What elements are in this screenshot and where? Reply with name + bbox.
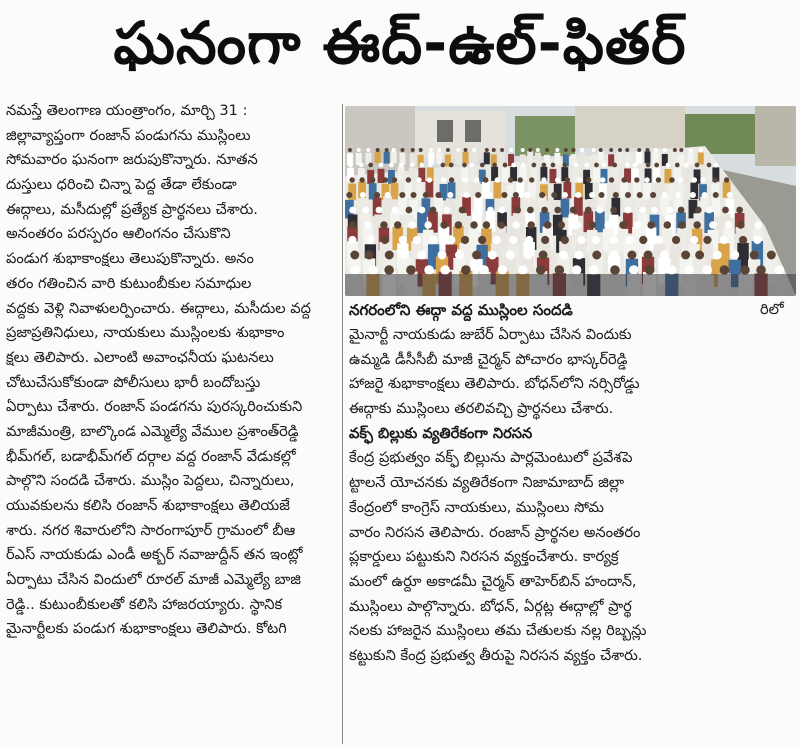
text-line: ముస్లింలు పాల్గొన్నారు. బోధన్, ఏర్గట్ల ఈద్గాల్లో ప్రార్థ [349, 597, 632, 615]
text-line: జిల్లావ్యాప్తంగా రంజాన్ పండుగను ముస్లింలు [6, 126, 251, 144]
text-line: ఏర్పాటు చేసిన విందులో రూరల్ మాజీ ఎమ్మెల్యే బాజి [6, 571, 301, 589]
subheading-waqf-protest: వక్ఫ్ బిల్లుకు వ్యతిరేకంగా నిరసన [349, 424, 533, 442]
news-photo-eidgah-crowd [345, 106, 796, 296]
headline: ఘనంగా ఈద్-ఉల్-ఫితర్ [113, 8, 687, 77]
text-line: వారం నిరసన తెలిపారు. రంజాన్ ప్రార్థనల అనంతరం [349, 523, 641, 541]
text-line: చోటుచేసుకోకుండా పోలీసులు భారీ బందోబస్తు [6, 373, 261, 391]
text-line: హాజరై శుభాకాంక్షలు తెలిపారు. బోధన్‌లోని నర్సిరోడ్డు [349, 375, 640, 393]
photo-caption: నగరంలోని ఈద్గా వద్ద ముస్లింల సందడి [349, 301, 573, 319]
text-line: వద్దకు వెళ్లి నివాళులర్పించారు. ఈద్గాలు, మసీదుల వద్ద [6, 299, 311, 317]
text-line: ఏర్పాటు చేశారు. రంజాన్ పండగను పురస్కరించుకుని [6, 398, 303, 416]
text-line: ట్టాలనే యోచనకు వ్యతిరేకంగా నిజామాబాద్ జిల్లా [349, 474, 625, 492]
text-line: మంలో ఉర్దూ అకాడమీ చైర్మన్ తాహెర్‌బిన్ హందాన్, [349, 572, 637, 590]
text-line: నమస్తే తెలంగాణ యంత్రాంగం, మార్చి 31 : [6, 102, 248, 119]
text-line: సోమవారం ఘనంగా జరుపుకొన్నారు. నూతన [6, 151, 258, 169]
column-divider [342, 104, 343, 744]
text-line: మైనార్టీ నాయకుడు జుబేర్ ఏర్పాటు చేసిన విందుకు [349, 326, 632, 343]
article-left-column [6, 99, 340, 642]
text-line: ప్రజాప్రతినిధులు, నాయకులు ముస్లింలకు శుభాకాం [6, 324, 285, 342]
text-line: ఉమ్మడి డీసీసీబీ మాజీ చైర్మన్ పోచారం భాస్కర్‌రెడ్డి [349, 350, 628, 368]
text-line: పండుగ శుభాకాంక్షలు తెలుపుకొన్నారు. అనం [6, 250, 254, 268]
text-line: ర్ఎస్ నాయకుడు ఎండీ అక్బర్ నవాజుద్దీన్ తన ఇంట్లో [6, 546, 303, 564]
text-line: యువకులను కలిసి రంజాన్ శుభాకాంక్షలు తెలియజే [6, 497, 290, 514]
text-line: ఈద్గాకు ముస్లింలు తరలివచ్చి ప్రార్థనలు చేశారు. [349, 400, 614, 418]
text-line: కేంద్ర ప్రభుత్వం వక్ఫ్ బిల్లును పార్లమెంటులో ప్రవేశపె [349, 449, 633, 467]
text-line: భీమ్‌గల్, బడాభీమ్‌గల్ దర్గాల వద్ద రంజాన్ వేడుకల్లో [6, 447, 296, 465]
text-line: దుస్తులు ధరించి చిన్నా పెద్ద తేడా లేకుండా [6, 176, 237, 194]
text-line: అనంతరం పరస్పరం ఆలింగనం చేసుకొని [6, 225, 231, 243]
crowd-photo-illustration [345, 106, 796, 296]
text-line: మాజీమంత్రి, బాల్కొండ ఎమ్మెల్యే వేముల ప్రశాంత్‌రెడ్డి [6, 422, 299, 440]
column-continuation-text: రిలో [760, 301, 784, 318]
text-line: నలకు హాజరైన ముస్లింలు తమ చేతులకు నల్ల రిబ్బన్లు [349, 622, 647, 640]
text-line: మైనార్టీలకు పండుగ శుభాకాంక్షలు తెలిపారు. కోటగి [6, 620, 287, 638]
text-line: కేంద్రంలో కాంగ్రెస్ నాయకులు, ముస్లింలు సోమ [349, 498, 604, 516]
text-line: శారు. నగర శివారులోని సారంగాపూర్ గ్రామంలో బీఆ [6, 521, 296, 539]
text-line: రెడ్డి.. కుటుంబీకులతో కలిసి హాజరయ్యారు. స్థానిక [6, 595, 283, 613]
text-line: ప్లకార్డులు పట్టుకుని నిరసన వ్యక్తంచేశారు. కార్యక్ర [349, 548, 619, 566]
text-line: ఈద్గాలు, మసీదుల్లో ప్రత్యేక ప్రార్థనలు చేశారు. [6, 200, 258, 218]
text-line: పాల్గొని సందడి చేశారు. ముస్లిం పెద్దలు, చిన్నారులు, [6, 472, 295, 490]
article-right-column [349, 323, 795, 669]
text-line: కట్టుకుని కేంద్ర ప్రభుత్వ తీరుపై నిరసన వ్యక్తం చేశారు. [349, 646, 643, 664]
text-line: క్షలు తెలిపారు. ఎలాంటి అవాంఛనీయ ఘటనలు [6, 348, 274, 366]
text-line: తరం గతించిన వారి కుటుంబీకుల సమాధుల [6, 274, 252, 292]
